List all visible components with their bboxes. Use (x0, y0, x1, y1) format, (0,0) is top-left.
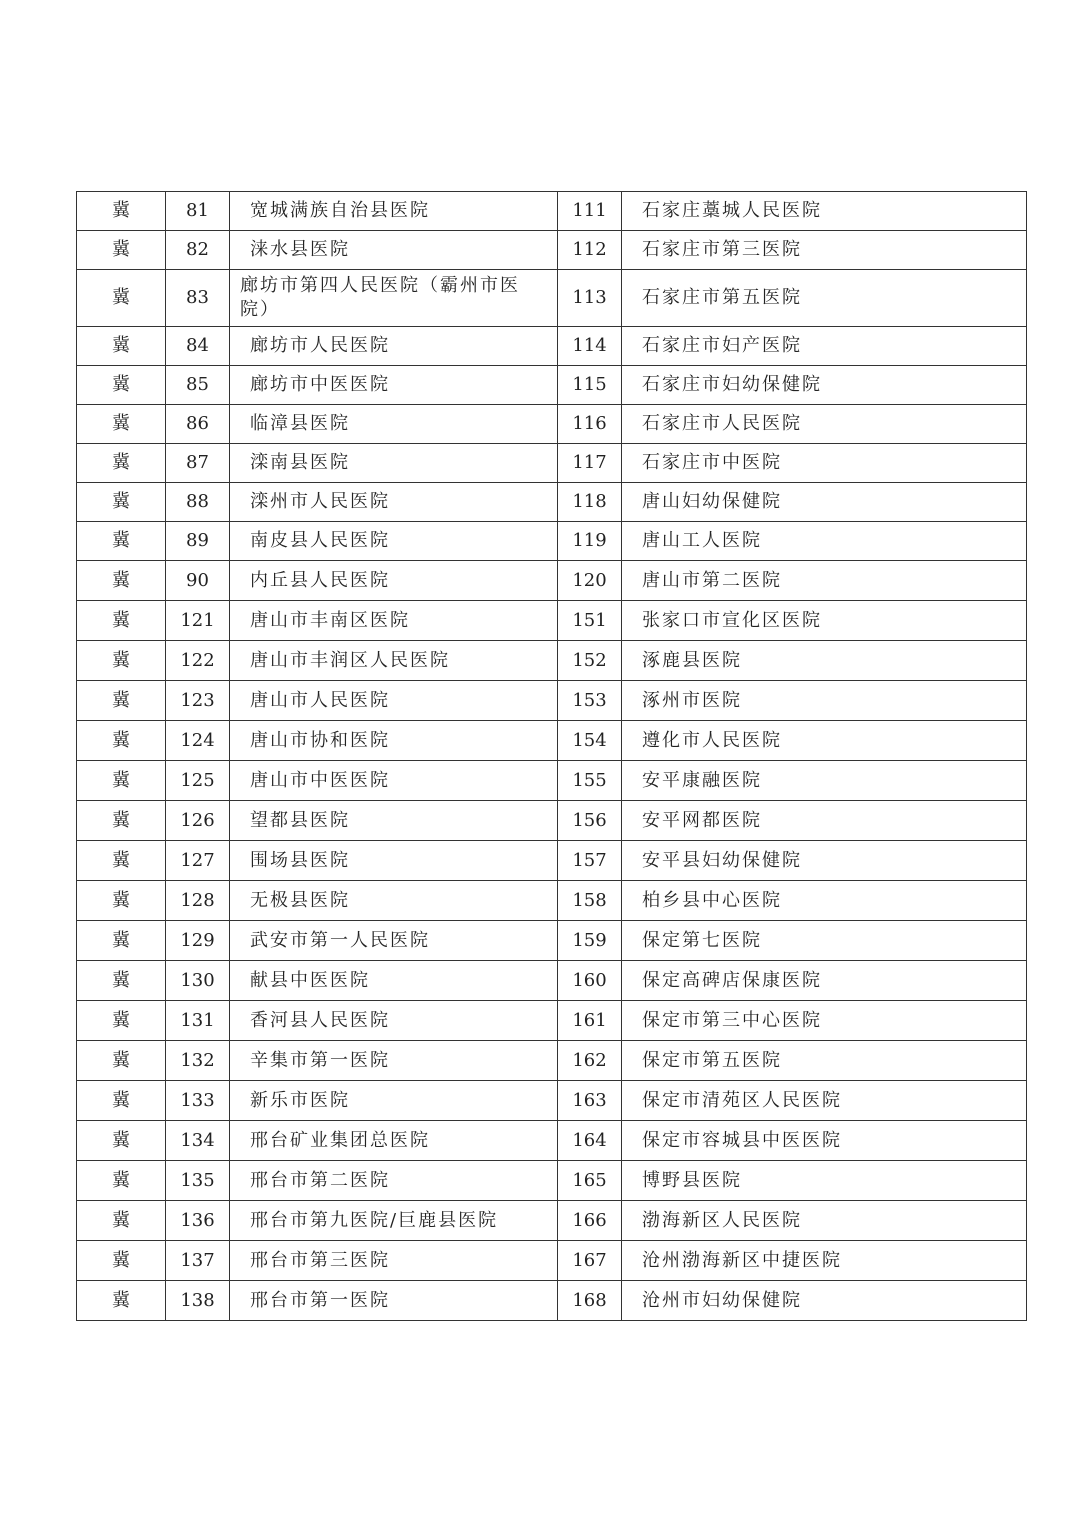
hospital-name-cell: 香河县人民医院 (230, 1001, 558, 1041)
serial-number-cell: 86 (166, 405, 230, 444)
table-row (77, 366, 1027, 405)
serial-number-cell: 90 (166, 561, 230, 601)
serial-number-cell: 167 (558, 1241, 622, 1281)
province-cell: 冀 (77, 405, 166, 444)
table-row (77, 231, 1027, 270)
hospital-name-cell: 邢台市第九医院/巨鹿县医院 (230, 1201, 558, 1241)
hospital-name-cell: 保定高碑店保康医院 (622, 961, 1027, 1001)
serial-number-cell: 126 (166, 801, 230, 841)
serial-number-cell: 123 (166, 681, 230, 721)
hospital-name-cell: 邢台市第三医院 (230, 1241, 558, 1281)
table-row (77, 483, 1027, 522)
serial-number-cell: 156 (558, 801, 622, 841)
serial-number-cell: 165 (558, 1161, 622, 1201)
table-row (77, 522, 1027, 561)
hospital-name-cell: 博野县医院 (622, 1161, 1027, 1201)
hospital-name-cell: 石家庄市第三医院 (622, 231, 1027, 270)
serial-number-cell: 88 (166, 483, 230, 522)
table-row (77, 1281, 1027, 1321)
hospital-name-cell: 沧州渤海新区中捷医院 (622, 1241, 1027, 1281)
serial-number-cell: 124 (166, 721, 230, 761)
serial-number-cell: 87 (166, 444, 230, 483)
province-cell: 冀 (77, 1041, 166, 1081)
table-row (77, 1001, 1027, 1041)
table-row (77, 192, 1027, 231)
hospital-name-cell: 唐山市丰南区医院 (230, 601, 558, 641)
table-row (77, 1241, 1027, 1281)
serial-number-cell: 120 (558, 561, 622, 601)
serial-number-cell: 113 (558, 270, 622, 327)
hospital-name-cell: 临漳县医院 (230, 405, 558, 444)
hospital-name-cell: 安平网都医院 (622, 801, 1027, 841)
table-row (77, 801, 1027, 841)
hospital-name-cell: 望都县医院 (230, 801, 558, 841)
serial-number-cell: 111 (558, 192, 622, 231)
province-cell: 冀 (77, 801, 166, 841)
serial-number-cell: 135 (166, 1161, 230, 1201)
province-cell: 冀 (77, 681, 166, 721)
serial-number-cell: 89 (166, 522, 230, 561)
province-cell: 冀 (77, 1201, 166, 1241)
province-cell: 冀 (77, 1081, 166, 1121)
table-row (77, 1201, 1027, 1241)
serial-number-cell: 157 (558, 841, 622, 881)
hospital-name-cell: 邢台市第一医院 (230, 1281, 558, 1321)
table-row (77, 921, 1027, 961)
hospital-name-cell: 宽城满族自治县医院 (230, 192, 558, 231)
serial-number-cell: 114 (558, 327, 622, 366)
table-row (77, 1081, 1027, 1121)
table-row (77, 641, 1027, 681)
serial-number-cell: 83 (166, 270, 230, 327)
hospital-name-cell: 保定市容城县中医医院 (622, 1121, 1027, 1161)
serial-number-cell: 84 (166, 327, 230, 366)
serial-number-cell: 151 (558, 601, 622, 641)
table-row (77, 405, 1027, 444)
serial-number-cell: 132 (166, 1041, 230, 1081)
province-cell: 冀 (77, 961, 166, 1001)
table-row (77, 1121, 1027, 1161)
serial-number-cell: 128 (166, 881, 230, 921)
province-cell: 冀 (77, 366, 166, 405)
table-row (77, 841, 1027, 881)
hospital-name-cell: 石家庄市妇产医院 (622, 327, 1027, 366)
serial-number-cell: 154 (558, 721, 622, 761)
serial-number-cell: 121 (166, 601, 230, 641)
hospital-name-cell: 滦州市人民医院 (230, 483, 558, 522)
hospital-name-cell: 石家庄藁城人民医院 (622, 192, 1027, 231)
province-cell: 冀 (77, 327, 166, 366)
hospital-name-cell: 石家庄市第五医院 (622, 270, 1027, 327)
serial-number-cell: 159 (558, 921, 622, 961)
province-cell: 冀 (77, 881, 166, 921)
province-cell: 冀 (77, 641, 166, 681)
serial-number-cell: 164 (558, 1121, 622, 1161)
hospital-list-table (76, 191, 1027, 1321)
hospital-name-cell: 无极县医院 (230, 881, 558, 921)
hospital-name-cell: 涞水县医院 (230, 231, 558, 270)
hospital-name-cell: 涿鹿县医院 (622, 641, 1027, 681)
hospital-name-cell: 新乐市医院 (230, 1081, 558, 1121)
hospital-name-cell: 保定第七医院 (622, 921, 1027, 961)
hospital-name-cell: 邢台市第二医院 (230, 1161, 558, 1201)
province-cell: 冀 (77, 1121, 166, 1161)
serial-number-cell: 125 (166, 761, 230, 801)
province-cell: 冀 (77, 921, 166, 961)
serial-number-cell: 152 (558, 641, 622, 681)
province-cell: 冀 (77, 444, 166, 483)
hospital-name-cell: 唐山妇幼保健院 (622, 483, 1027, 522)
serial-number-cell: 131 (166, 1001, 230, 1041)
serial-number-cell: 119 (558, 522, 622, 561)
hospital-name-cell: 辛集市第一医院 (230, 1041, 558, 1081)
serial-number-cell: 137 (166, 1241, 230, 1281)
hospital-name-cell: 石家庄市人民医院 (622, 405, 1027, 444)
serial-number-cell: 82 (166, 231, 230, 270)
province-cell: 冀 (77, 841, 166, 881)
hospital-name-cell: 唐山工人医院 (622, 522, 1027, 561)
serial-number-cell: 116 (558, 405, 622, 444)
serial-number-cell: 117 (558, 444, 622, 483)
serial-number-cell: 162 (558, 1041, 622, 1081)
table-row (77, 270, 1027, 327)
hospital-name-cell: 保定市第五医院 (622, 1041, 1027, 1081)
hospital-name-cell: 廊坊市人民医院 (230, 327, 558, 366)
hospital-name-cell: 唐山市中医医院 (230, 761, 558, 801)
hospital-name-cell: 滦南县医院 (230, 444, 558, 483)
serial-number-cell: 112 (558, 231, 622, 270)
table-row (77, 601, 1027, 641)
serial-number-cell: 153 (558, 681, 622, 721)
hospital-name-cell: 南皮县人民医院 (230, 522, 558, 561)
table-row (77, 1161, 1027, 1201)
serial-number-cell: 160 (558, 961, 622, 1001)
table-row (77, 761, 1027, 801)
province-cell: 冀 (77, 721, 166, 761)
serial-number-cell: 133 (166, 1081, 230, 1121)
hospital-name-cell: 安平县妇幼保健院 (622, 841, 1027, 881)
hospital-name-cell: 张家口市宣化区医院 (622, 601, 1027, 641)
hospital-name-cell: 渤海新区人民医院 (622, 1201, 1027, 1241)
serial-number-cell: 166 (558, 1201, 622, 1241)
table-row (77, 881, 1027, 921)
province-cell: 冀 (77, 270, 166, 327)
hospital-name-cell: 武安市第一人民医院 (230, 921, 558, 961)
serial-number-cell: 161 (558, 1001, 622, 1041)
province-cell: 冀 (77, 522, 166, 561)
hospital-name-cell: 内丘县人民医院 (230, 561, 558, 601)
table-row (77, 1041, 1027, 1081)
serial-number-cell: 85 (166, 366, 230, 405)
hospital-name-cell: 唐山市协和医院 (230, 721, 558, 761)
serial-number-cell: 138 (166, 1281, 230, 1321)
hospital-name-cell: 遵化市人民医院 (622, 721, 1027, 761)
hospital-name-cell: 廊坊市第四人民医院（霸州市医院） (230, 270, 558, 327)
table-row (77, 444, 1027, 483)
province-cell: 冀 (77, 231, 166, 270)
serial-number-cell: 115 (558, 366, 622, 405)
hospital-name-cell: 邢台矿业集团总医院 (230, 1121, 558, 1161)
serial-number-cell: 130 (166, 961, 230, 1001)
table-row (77, 721, 1027, 761)
serial-number-cell: 163 (558, 1081, 622, 1121)
serial-number-cell: 158 (558, 881, 622, 921)
province-cell: 冀 (77, 483, 166, 522)
table-row (77, 681, 1027, 721)
serial-number-cell: 118 (558, 483, 622, 522)
hospital-name-cell: 沧州市妇幼保健院 (622, 1281, 1027, 1321)
hospital-name-cell: 唐山市人民医院 (230, 681, 558, 721)
serial-number-cell: 127 (166, 841, 230, 881)
serial-number-cell: 136 (166, 1201, 230, 1241)
serial-number-cell: 134 (166, 1121, 230, 1161)
province-cell: 冀 (77, 192, 166, 231)
hospital-name-cell: 围场县医院 (230, 841, 558, 881)
province-cell: 冀 (77, 561, 166, 601)
hospital-name-cell: 唐山市丰润区人民医院 (230, 641, 558, 681)
province-cell: 冀 (77, 601, 166, 641)
hospital-name-cell: 献县中医医院 (230, 961, 558, 1001)
serial-number-cell: 129 (166, 921, 230, 961)
table-row (77, 561, 1027, 601)
province-cell: 冀 (77, 761, 166, 801)
table-body (77, 192, 1027, 1321)
province-cell: 冀 (77, 1281, 166, 1321)
hospital-name-cell: 柏乡县中心医院 (622, 881, 1027, 921)
hospital-name-cell: 廊坊市中医医院 (230, 366, 558, 405)
serial-number-cell: 155 (558, 761, 622, 801)
hospital-name-cell: 唐山市第二医院 (622, 561, 1027, 601)
hospital-name-cell: 石家庄市中医院 (622, 444, 1027, 483)
table-row (77, 961, 1027, 1001)
province-cell: 冀 (77, 1161, 166, 1201)
hospital-name-cell: 涿州市医院 (622, 681, 1027, 721)
serial-number-cell: 122 (166, 641, 230, 681)
serial-number-cell: 168 (558, 1281, 622, 1321)
hospital-name-cell: 石家庄市妇幼保健院 (622, 366, 1027, 405)
table-row (77, 327, 1027, 366)
hospital-name-cell: 安平康融医院 (622, 761, 1027, 801)
hospital-name-cell: 保定市第三中心医院 (622, 1001, 1027, 1041)
province-cell: 冀 (77, 1001, 166, 1041)
province-cell: 冀 (77, 1241, 166, 1281)
serial-number-cell: 81 (166, 192, 230, 231)
hospital-name-cell: 保定市清苑区人民医院 (622, 1081, 1027, 1121)
